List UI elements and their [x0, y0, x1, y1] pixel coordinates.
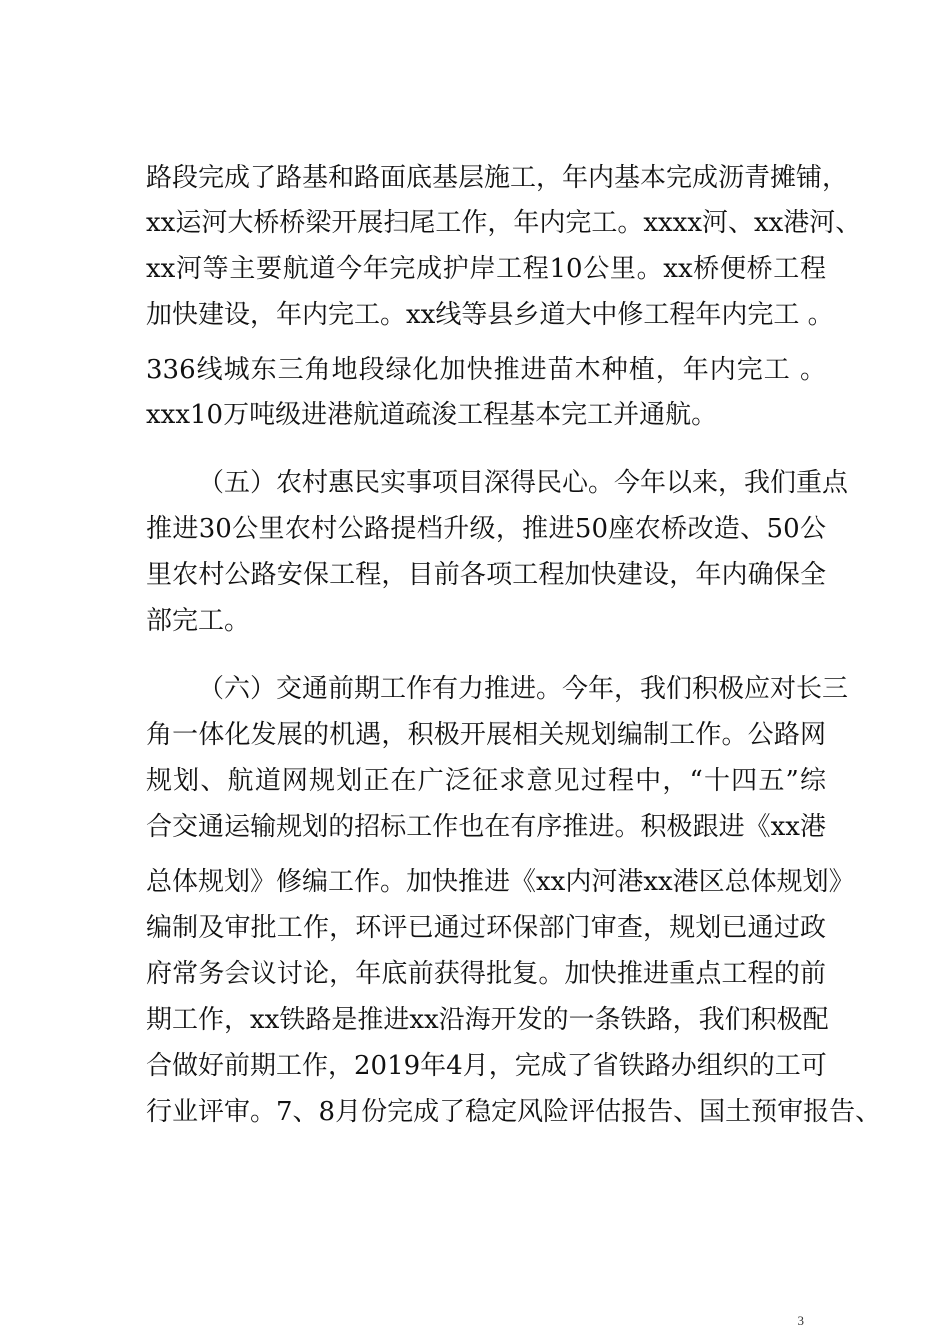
section-heading-six: （六）交通前期工作有力推进。今年，我们积极应对长三	[198, 674, 849, 704]
body-line: xx河等主要航道今年完成护岸工程10公里。xx桥便桥工程	[146, 254, 826, 284]
body-line: xx运河大桥桥梁开展扫尾工作，年内完工。xxxx河、xx港河、	[146, 208, 862, 238]
body-line: 规划、航道网规划正在广泛征求意见过程中，“十四五”综	[146, 766, 826, 796]
body-line: 加快建设，年内完工。xx线等县乡道大中修工程年内完工 。	[146, 300, 834, 330]
body-line: 合做好前期工作，2019年4月，完成了省铁路办组织的工可	[146, 1051, 827, 1081]
body-line: 里农村公路安保工程，目前各项工程加快建设，年内确保全	[146, 560, 826, 590]
body-line: 期工作，xx铁路是推进xx沿海开发的一条铁路，我们积极配	[146, 1005, 829, 1035]
body-line: 部完工。	[146, 606, 251, 636]
body-line: 行业评审。7、8月份完成了稳定风险评估报告、国土预审报告、	[146, 1097, 882, 1127]
body-line: 府常务会议讨论，年底前获得批复。加快推进重点工程的前	[146, 959, 826, 989]
body-line: 336线城东三角地段绿化加快推进苗木种植，年内完工 。	[146, 355, 826, 385]
body-line: 总体规划》修编工作。加快推进《xx内河港xx港区总体规划》	[146, 867, 855, 897]
body-line: 路段完成了路基和路面底基层施工，年内基本完成沥青摊铺，	[146, 163, 849, 193]
body-line: 合交通运输规划的招标工作也在有序推进。积极跟进《xx港	[146, 812, 826, 842]
body-line: 推进30公里农村公路提档升级，推进50座农桥改造、50公	[146, 514, 826, 544]
page-number: 3	[797, 1313, 804, 1328]
body-line: 编制及审批工作，环评已通过环保部门审查，规划已通过政	[146, 913, 826, 943]
section-heading-five: （五）农村惠民实事项目深得民心。今年以来，我们重点	[198, 468, 849, 498]
body-line: xxx10万吨级进港航道疏浚工程基本完工并通航。	[146, 400, 718, 430]
body-line: 角一体化发展的机遇，积极开展相关规划编制工作。公路网	[146, 720, 826, 750]
